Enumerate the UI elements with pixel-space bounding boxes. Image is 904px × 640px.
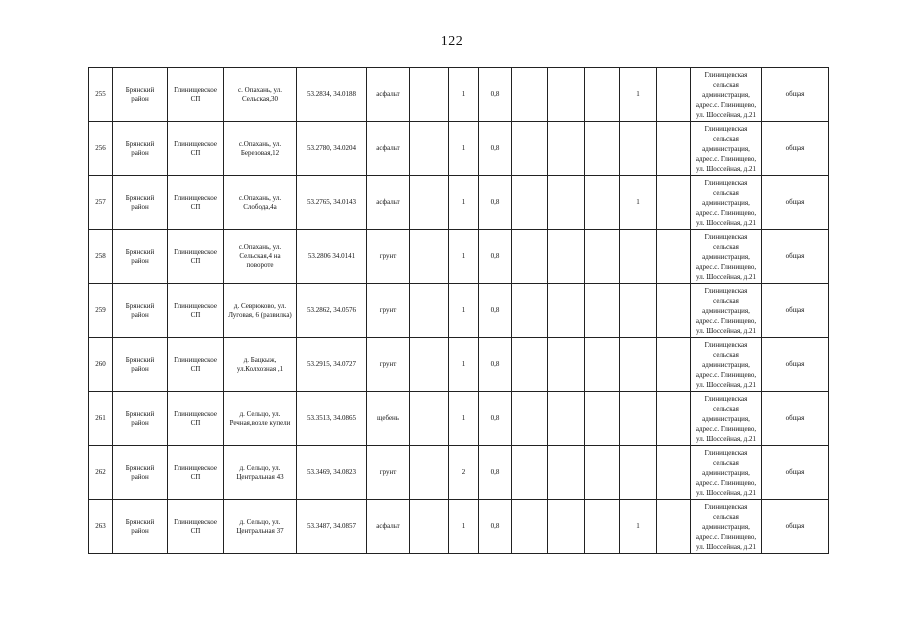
coordinates-cell: 53.2915, 34.0727	[297, 338, 367, 392]
administration-cell: Глинищевская сельская администрация, адрес.с. Глинищево, ул. Шоссейная, д.21	[691, 68, 762, 122]
location-cell: д. Сельцо, ул. Центральная 43	[224, 446, 297, 500]
row-number: 257	[89, 176, 113, 230]
location-cell: с.Опахань, ул. Сельская,4 на повороте	[224, 230, 297, 284]
empty-cell	[410, 392, 449, 446]
container-count-cell: 1	[449, 284, 479, 338]
district-cell: Брянский район	[113, 230, 168, 284]
empty-cell	[410, 500, 449, 554]
location-cell: д. Бацкыж, ул.Колхозная ,1	[224, 338, 297, 392]
empty-cell	[410, 446, 449, 500]
settlement-cell: Глинищевское СП	[168, 230, 224, 284]
empty-cell	[657, 446, 691, 500]
settlement-cell: Глинищевское СП	[168, 500, 224, 554]
empty-cell	[512, 176, 548, 230]
table-row	[89, 68, 829, 122]
empty-cell	[548, 338, 585, 392]
district-cell: Брянский район	[113, 122, 168, 176]
container-count-cell: 2	[449, 446, 479, 500]
empty-cell	[410, 122, 449, 176]
empty-cell	[512, 446, 548, 500]
ownership-cell: общая	[762, 338, 829, 392]
empty-cell	[585, 500, 620, 554]
district-cell: Брянский район	[113, 392, 168, 446]
empty-cell	[585, 284, 620, 338]
page-number: 122	[440, 34, 464, 49]
surface-cell: асфальт	[367, 122, 410, 176]
empty-cell	[548, 68, 585, 122]
additional-count-cell: 1	[620, 500, 657, 554]
surface-cell: асфальт	[367, 68, 410, 122]
administration-cell: Глинищевская сельская администрация, адрес.с. Глинищево, ул. Шоссейная, д.21	[691, 446, 762, 500]
coordinates-cell: 53.3469, 34.0823	[297, 446, 367, 500]
district-cell: Брянский район	[113, 68, 168, 122]
coordinates-cell: 53.3513, 34.0865	[297, 392, 367, 446]
surface-cell: щебень	[367, 392, 410, 446]
empty-cell	[410, 338, 449, 392]
empty-cell	[657, 176, 691, 230]
district-cell: Брянский район	[113, 176, 168, 230]
empty-cell	[548, 446, 585, 500]
additional-count-cell: 1	[620, 176, 657, 230]
empty-cell	[410, 68, 449, 122]
area-cell: 0,8	[479, 500, 512, 554]
row-number: 262	[89, 446, 113, 500]
settlement-cell: Глинищевское СП	[168, 122, 224, 176]
empty-cell	[585, 230, 620, 284]
empty-cell	[657, 338, 691, 392]
empty-cell	[585, 446, 620, 500]
empty-cell	[512, 338, 548, 392]
area-cell: 0,8	[479, 392, 512, 446]
empty-cell	[585, 68, 620, 122]
administration-cell: Глинищевская сельская администрация, адрес.с. Глинищево, ул. Шоссейная, д.21	[691, 338, 762, 392]
ownership-cell: общая	[762, 500, 829, 554]
waste-site-registry-table	[88, 67, 829, 554]
location-cell: с.Опахань, ул. Слобода,4а	[224, 176, 297, 230]
row-number: 256	[89, 122, 113, 176]
ownership-cell: общая	[762, 392, 829, 446]
area-cell: 0,8	[479, 122, 512, 176]
empty-cell	[548, 122, 585, 176]
area-cell: 0,8	[479, 68, 512, 122]
empty-cell	[657, 392, 691, 446]
area-cell: 0,8	[479, 230, 512, 284]
additional-count-cell	[620, 338, 657, 392]
coordinates-cell: 53.3487, 34.0857	[297, 500, 367, 554]
surface-cell: асфальт	[367, 176, 410, 230]
empty-cell	[657, 500, 691, 554]
settlement-cell: Глинищевское СП	[168, 284, 224, 338]
empty-cell	[512, 230, 548, 284]
empty-cell	[512, 500, 548, 554]
location-cell: д. Сельцо, ул. Речная,возле купели	[224, 392, 297, 446]
table-row	[89, 338, 829, 392]
additional-count-cell: 1	[620, 68, 657, 122]
empty-cell	[512, 122, 548, 176]
administration-cell: Глинищевская сельская администрация, адрес.с. Глинищево, ул. Шоссейная, д.21	[691, 176, 762, 230]
administration-cell: Глинищевская сельская администрация, адрес.с. Глинищево, ул. Шоссейная, д.21	[691, 122, 762, 176]
empty-cell	[410, 230, 449, 284]
container-count-cell: 1	[449, 230, 479, 284]
table-row	[89, 176, 829, 230]
coordinates-cell: 53.2862, 34.0576	[297, 284, 367, 338]
settlement-cell: Глинищевское СП	[168, 338, 224, 392]
empty-cell	[548, 176, 585, 230]
settlement-cell: Глинищевское СП	[168, 176, 224, 230]
coordinates-cell: 53.2780, 34.0204	[297, 122, 367, 176]
row-number: 258	[89, 230, 113, 284]
location-cell: д. Сельцо, ул. Центральная 37	[224, 500, 297, 554]
ownership-cell: общая	[762, 68, 829, 122]
row-number: 255	[89, 68, 113, 122]
administration-cell: Глинищевская сельская администрация, адрес.с. Глинищево, ул. Шоссейная, д.21	[691, 284, 762, 338]
settlement-cell: Глинищевское СП	[168, 392, 224, 446]
coordinates-cell: 53.2806 34.0141	[297, 230, 367, 284]
coordinates-cell: 53.2834, 34.0188	[297, 68, 367, 122]
empty-cell	[512, 392, 548, 446]
additional-count-cell	[620, 230, 657, 284]
surface-cell: грунт	[367, 284, 410, 338]
empty-cell	[548, 500, 585, 554]
ownership-cell: общая	[762, 122, 829, 176]
district-cell: Брянский район	[113, 446, 168, 500]
additional-count-cell	[620, 122, 657, 176]
surface-cell: грунт	[367, 230, 410, 284]
empty-cell	[410, 176, 449, 230]
surface-cell: грунт	[367, 338, 410, 392]
container-count-cell: 1	[449, 392, 479, 446]
row-number: 259	[89, 284, 113, 338]
empty-cell	[585, 122, 620, 176]
ownership-cell: общая	[762, 284, 829, 338]
empty-cell	[585, 338, 620, 392]
surface-cell: грунт	[367, 446, 410, 500]
empty-cell	[657, 68, 691, 122]
container-count-cell: 1	[449, 500, 479, 554]
table-row	[89, 500, 829, 554]
empty-cell	[657, 284, 691, 338]
empty-cell	[585, 392, 620, 446]
area-cell: 0,8	[479, 446, 512, 500]
administration-cell: Глинищевская сельская администрация, адрес.с. Глинищево, ул. Шоссейная, д.21	[691, 392, 762, 446]
table-row	[89, 284, 829, 338]
container-count-cell: 1	[449, 338, 479, 392]
location-cell: с.Опахань, ул. Березовая,12	[224, 122, 297, 176]
area-cell: 0,8	[479, 284, 512, 338]
table-row	[89, 230, 829, 284]
empty-cell	[548, 284, 585, 338]
administration-cell: Глинищевская сельская администрация, адрес.с. Глинищево, ул. Шоссейная, д.21	[691, 500, 762, 554]
district-cell: Брянский район	[113, 500, 168, 554]
surface-cell: асфальт	[367, 500, 410, 554]
area-cell: 0,8	[479, 176, 512, 230]
empty-cell	[657, 230, 691, 284]
container-count-cell: 1	[449, 122, 479, 176]
empty-cell	[657, 122, 691, 176]
ownership-cell: общая	[762, 176, 829, 230]
ownership-cell: общая	[762, 446, 829, 500]
empty-cell	[410, 284, 449, 338]
row-number: 261	[89, 392, 113, 446]
row-number: 260	[89, 338, 113, 392]
additional-count-cell	[620, 392, 657, 446]
container-count-cell: 1	[449, 68, 479, 122]
table-row	[89, 392, 829, 446]
empty-cell	[548, 392, 585, 446]
location-cell: д. Севрюково, ул. Луговая, 6 (развилка)	[224, 284, 297, 338]
administration-cell: Глинищевская сельская администрация, адрес.с. Глинищево, ул. Шоссейная, д.21	[691, 230, 762, 284]
additional-count-cell	[620, 446, 657, 500]
area-cell: 0,8	[479, 338, 512, 392]
empty-cell	[512, 284, 548, 338]
empty-cell	[585, 176, 620, 230]
district-cell: Брянский район	[113, 338, 168, 392]
table-row	[89, 122, 829, 176]
district-cell: Брянский район	[113, 284, 168, 338]
settlement-cell: Глинищевское СП	[168, 446, 224, 500]
empty-cell	[512, 68, 548, 122]
table-row	[89, 446, 829, 500]
row-number: 263	[89, 500, 113, 554]
additional-count-cell	[620, 284, 657, 338]
empty-cell	[548, 230, 585, 284]
location-cell: с. Опахань, ул. Сельская,30	[224, 68, 297, 122]
coordinates-cell: 53.2765, 34.0143	[297, 176, 367, 230]
settlement-cell: Глинищевское СП	[168, 68, 224, 122]
ownership-cell: общая	[762, 230, 829, 284]
container-count-cell: 1	[449, 176, 479, 230]
